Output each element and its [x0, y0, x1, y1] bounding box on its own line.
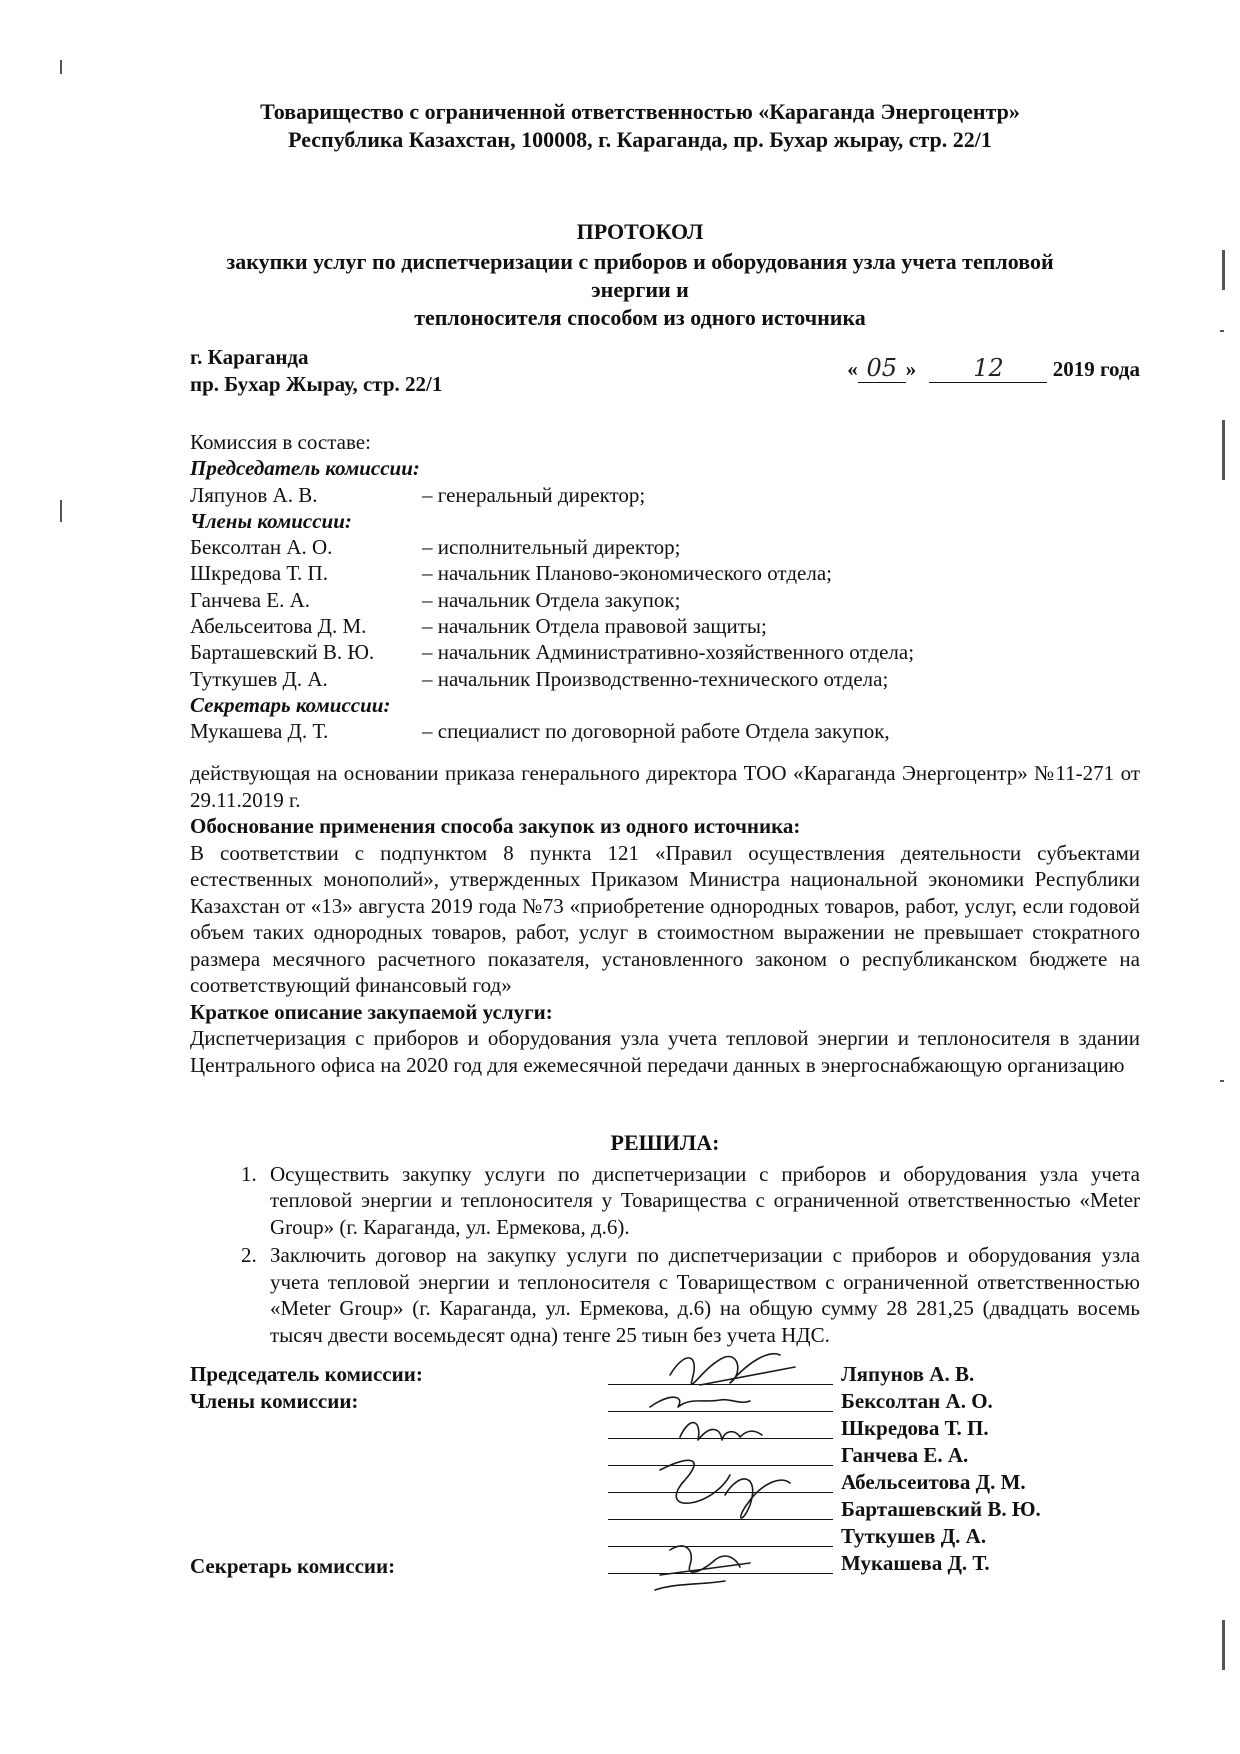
- member-position: – специалист по договорной работе Отдела закупок,: [422, 719, 890, 744]
- justification-text: В соответствии с подпунктом 8 пункта 121 «Правил осуществления деятельности субъектами естественных монополий», утвержденных Приказом Министра национальной экономики Республики Казахстан от «13» августа 2019 года №73 «приобретение однородных товаров, работ, услуг, если годовой объем таких однородных товаров, работ, услуг в стоимостном выражении не превышает стократного размера месячного расчетного показателя, установленного законом о республиканском бюджете на соответствующий финансовый год»: [190, 840, 1140, 997]
- scan-artifact: [60, 60, 62, 74]
- signature-scribble: [660, 1546, 750, 1575]
- member-name: Туткушев Д. А.: [190, 666, 328, 691]
- signature-scribble: [670, 1354, 795, 1385]
- commission-composition: [190, 429, 1150, 745]
- signatory-name: Туткушев Д. А.: [841, 1524, 987, 1548]
- member-position: – начальник Производственно-технического отдела;: [422, 666, 889, 691]
- justification-heading: Обоснование применения способа закупок из одного источника:: [190, 814, 801, 838]
- member-entry: [190, 639, 1150, 665]
- signatory-name: Барташевский В. Ю.: [841, 1497, 1041, 1521]
- member-entry: [190, 534, 1150, 560]
- scan-artifact: [60, 500, 62, 522]
- signatory-name: Бексолтан А. О.: [841, 1389, 993, 1413]
- signature-secretary-label: Секретарь комиссии:: [190, 1554, 396, 1578]
- decision-list: [190, 1161, 1140, 1349]
- member-position: – начальник Административно-хозяйственного отдела;: [422, 640, 915, 665]
- signature-scribble: [650, 1397, 750, 1407]
- decision-section: [190, 1130, 1140, 1350]
- protocol-title-block: [190, 218, 1090, 332]
- member-name: Мукашева Д. Т.: [190, 719, 329, 744]
- signatory-name: Абельсеитова Д. М.: [841, 1470, 1026, 1494]
- decision-item: 1. Осуществить закупку услуги по диспетчеризации с приборов и оборудования узла учета тепловой энергии и теплоносителя у Товарищества с ограниченной ответственностью «Meter Group» (г. Караганда, ул. Ермекова, д.6).: [262, 1161, 1140, 1241]
- member-name: Ганчева Е. А.: [190, 587, 311, 612]
- member-entry: [190, 560, 1150, 586]
- signatory-name: Шкредова Т. П.: [841, 1416, 989, 1440]
- signature-scribble: [725, 1479, 790, 1518]
- chair-entry: [190, 482, 1150, 508]
- protocol-body: [190, 760, 1140, 1078]
- member-position: – начальник Отдела правовой защиты;: [422, 614, 767, 639]
- commission-intro: Комиссия в составе:: [190, 430, 371, 454]
- decision-heading: РЕШИЛА:: [610, 1130, 720, 1155]
- signatory-name: Ляпунов А. В.: [841, 1362, 975, 1386]
- member-position: – исполнительный директор;: [422, 535, 681, 560]
- signature-chair-label: Председатель комиссии:: [190, 1362, 423, 1386]
- decision-item: 2. Заключить договор на закупку услуги по диспетчеризации с приборов и оборудования узла учета тепловой энергии и теплоносителя с Товариществом с ограниченной ответственностью «Meter Group» (г. Караганда, ул. Ермекова, д.6) на общую сумму 28 281,25 (двадцать восемь тысяч двести восемьдесят одна) тенге 25 тиын без учета НДС.: [262, 1242, 1140, 1348]
- member-entry: [190, 666, 1150, 692]
- place-city: г. Караганда: [190, 345, 309, 369]
- organization-address: Республика Казахстан, 100008, г. Караганда, пр. Бухар жырау, стр. 22/1: [288, 127, 992, 152]
- organization-header: [190, 98, 1090, 154]
- place-block: [190, 344, 442, 398]
- description-heading: Краткое описание закупаемой услуги:: [190, 999, 553, 1024]
- protocol-subtitle-line-1: закупки услуг по диспетчеризации с приборов и оборудования узла учета тепловой энергии и: [226, 249, 1054, 302]
- members-role-label: Члены комиссии:: [190, 508, 352, 533]
- date-month-handwritten: 12: [929, 354, 1047, 383]
- date-open-quote: «: [847, 357, 858, 381]
- member-entry: [190, 613, 1150, 639]
- secretary-role-label: Секретарь комиссии:: [190, 692, 391, 717]
- signature-scribble: [680, 1423, 762, 1440]
- date-close-quote: »: [905, 357, 917, 381]
- signature-scribble: [655, 1581, 725, 1590]
- signatory-name: Мукашева Д. Т.: [841, 1551, 990, 1575]
- member-name: Шкредова Т. П.: [190, 561, 328, 586]
- member-name: Бексолтан А. О.: [190, 535, 333, 560]
- handwritten-signatures: [630, 1345, 850, 1600]
- chair-role-label: Председатель комиссии:: [190, 456, 420, 481]
- protocol-subtitle-line-2: теплоносителя способом из одного источника: [414, 305, 866, 330]
- member-name: Абельсеитова Д. М.: [190, 614, 367, 639]
- acting-basis-text: действующая на основании приказа генерального директора ТОО «Караганда Энергоцентр» №11-271 от 29.11.2019 г.: [190, 761, 1140, 812]
- document-date: [847, 354, 1140, 383]
- signatory-name: Ганчева Е. А.: [841, 1443, 969, 1467]
- scan-artifact: [1222, 1620, 1225, 1670]
- place-street: пр. Бухар Жырау, стр. 22/1: [190, 372, 443, 396]
- scan-artifact: [1222, 420, 1225, 480]
- member-name: Ляпунов А. В.: [190, 482, 318, 507]
- member-position: – начальник Планово-экономического отдела;: [422, 561, 832, 586]
- member-position: – генеральный директор;: [422, 482, 646, 507]
- member-entry: [190, 587, 1150, 613]
- secretary-entry: [190, 718, 1150, 744]
- scan-artifact: [1220, 330, 1224, 332]
- protocol-heading: ПРОТОКОЛ: [576, 219, 704, 244]
- member-name: Барташевский В. Ю.: [190, 640, 375, 665]
- member-position: – начальник Отдела закупок;: [422, 587, 681, 612]
- description-text: Диспетчеризация с приборов и оборудования узла учета тепловой энергии и теплоносителя в здании Центрального офиса на 2020 год для ежемесячной передачи данных в энергоснабжающую организацию: [190, 1026, 1140, 1077]
- organization-name: Товарищество с ограниченной ответственностью «Караганда Энергоцентр»: [260, 99, 1020, 124]
- date-year: 2019 года: [1052, 357, 1140, 381]
- scan-artifact: [1220, 1080, 1224, 1082]
- date-day-handwritten: 05: [858, 354, 906, 383]
- signature-members-label: Члены комиссии:: [190, 1389, 359, 1413]
- scan-artifact: [1222, 250, 1225, 290]
- signature-scribble: [660, 1460, 730, 1503]
